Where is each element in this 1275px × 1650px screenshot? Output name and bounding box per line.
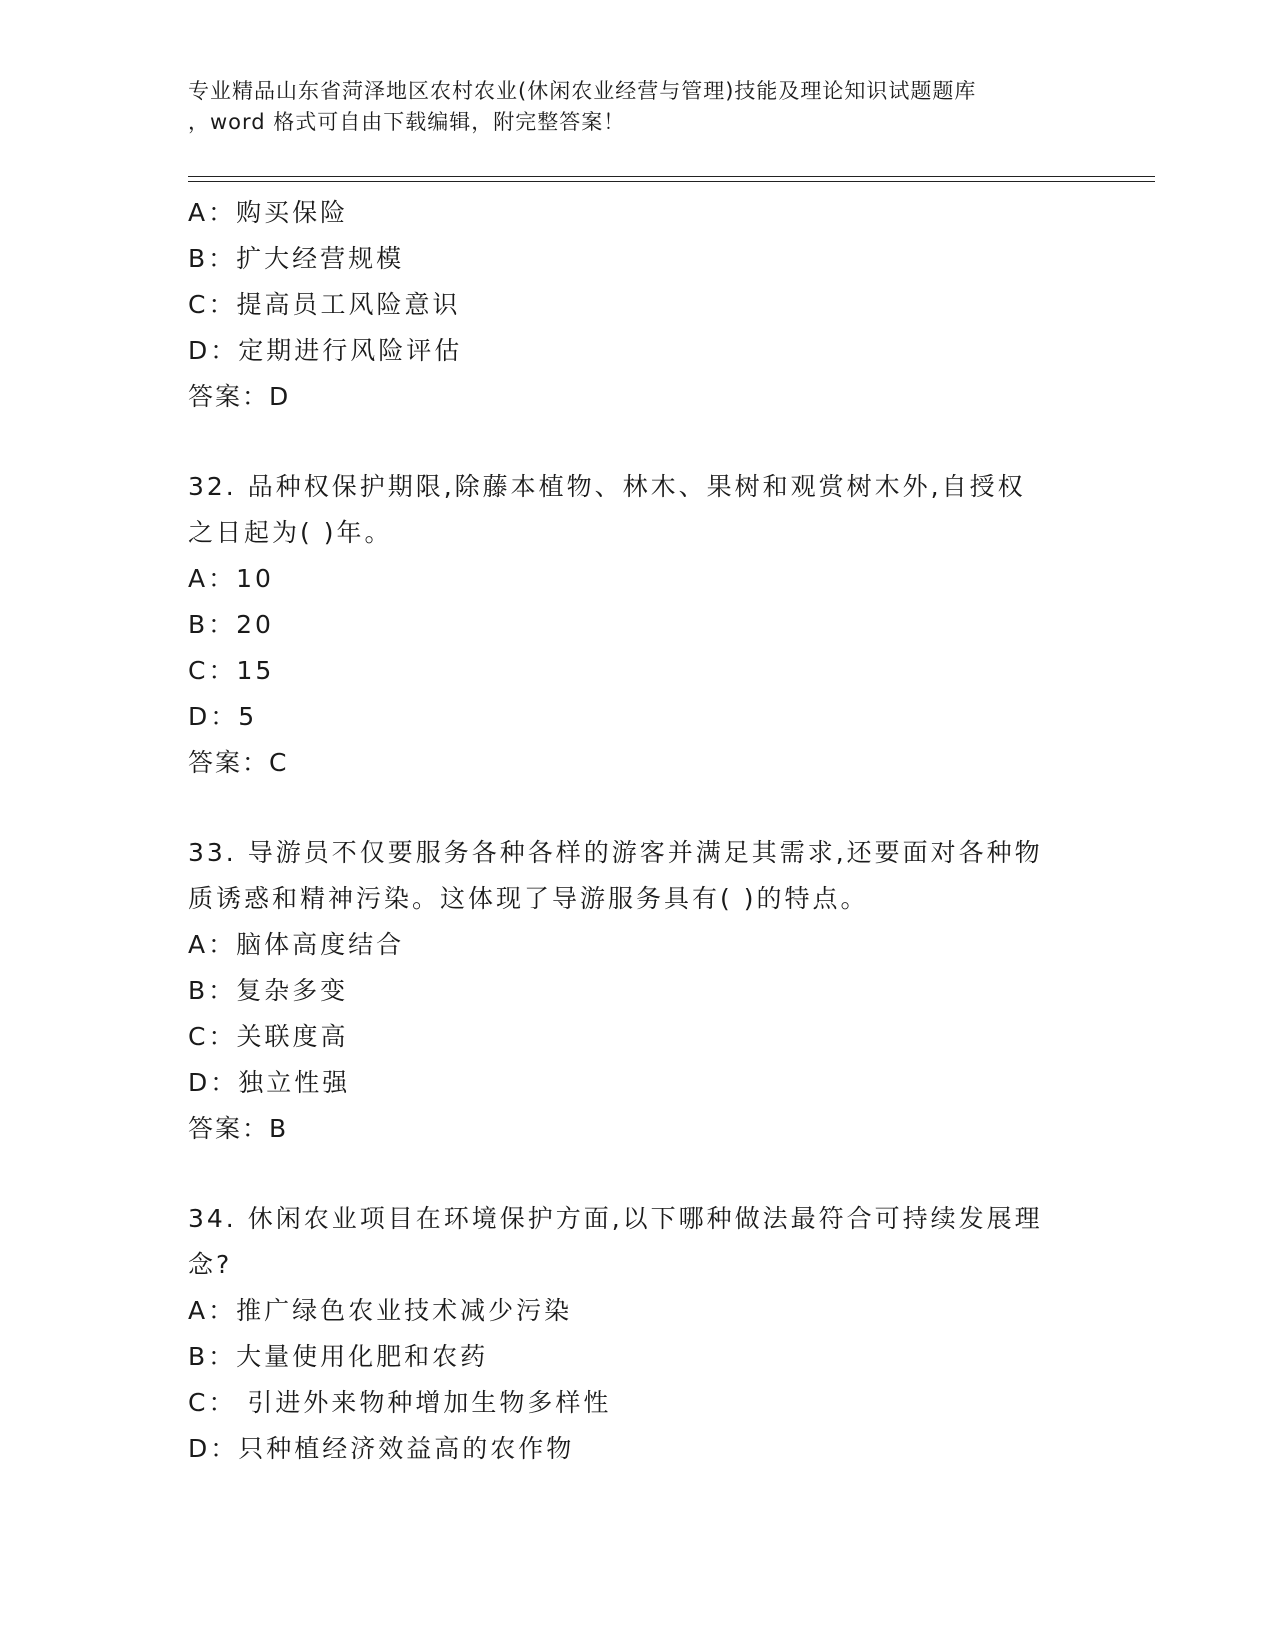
option-b: B：扩大经营规模 bbox=[188, 244, 405, 273]
question-stem-line: 念? bbox=[188, 1250, 233, 1279]
option-a: A：10 bbox=[188, 564, 274, 593]
spacer bbox=[188, 1152, 1108, 1196]
option-b: B：复杂多变 bbox=[188, 976, 349, 1005]
option-d: D：5 bbox=[188, 702, 258, 731]
question-stem-line: 之日起为( )年。 bbox=[188, 518, 393, 547]
option-c: C： 引进外来物种增加生物多样性 bbox=[188, 1388, 612, 1417]
option-d: D：独立性强 bbox=[188, 1068, 351, 1097]
option-d: D：只种植经济效益高的农作物 bbox=[188, 1434, 575, 1463]
question-list bbox=[188, 190, 1108, 1472]
header-subtitle-line: ，word 格式可自由下载编辑，附完整答案！ bbox=[188, 110, 626, 134]
header-title-line: 专业精品山东省菏泽地区农村农业(休闲农业经营与管理)技能及理论知识试题题库 bbox=[188, 79, 977, 103]
header-divider-top bbox=[188, 176, 1155, 177]
answer-line: 答案：D bbox=[188, 382, 291, 411]
question-stem-line: 34. 休闲农业项目在环境保护方面,以下哪种做法最符合可持续发展理 bbox=[188, 1204, 1043, 1233]
question-32 bbox=[188, 464, 1108, 786]
option-a: A：购买保险 bbox=[188, 198, 349, 227]
option-d: D：定期进行风险评估 bbox=[188, 336, 463, 365]
question-34 bbox=[188, 1196, 1108, 1472]
option-a: A：脑体高度结合 bbox=[188, 930, 405, 959]
question-31 bbox=[188, 190, 1108, 420]
option-b: B：20 bbox=[188, 610, 274, 639]
question-stem-line: 33. 导游员不仅要服务各种各样的游客并满足其需求,还要面对各种物 bbox=[188, 838, 1043, 867]
option-c: C：提高员工风险意识 bbox=[188, 290, 461, 319]
question-stem-line: 质诱惑和精神污染。这体现了导游服务具有( )的特点。 bbox=[188, 884, 869, 913]
option-a: A：推广绿色农业技术减少污染 bbox=[188, 1296, 573, 1325]
option-c: C：15 bbox=[188, 656, 275, 685]
header-divider-bottom bbox=[188, 181, 1155, 182]
answer-line: 答案：C bbox=[188, 748, 289, 777]
question-33 bbox=[188, 830, 1108, 1152]
spacer bbox=[188, 786, 1108, 830]
question-stem-line: 32. 品种权保护期限,除藤本植物、林木、果树和观赏树木外,自授权 bbox=[188, 472, 1026, 501]
document-header bbox=[188, 76, 1088, 138]
option-b: B：大量使用化肥和农药 bbox=[188, 1342, 489, 1371]
option-c: C：关联度高 bbox=[188, 1022, 349, 1051]
spacer bbox=[188, 420, 1108, 464]
answer-line: 答案：B bbox=[188, 1114, 289, 1143]
